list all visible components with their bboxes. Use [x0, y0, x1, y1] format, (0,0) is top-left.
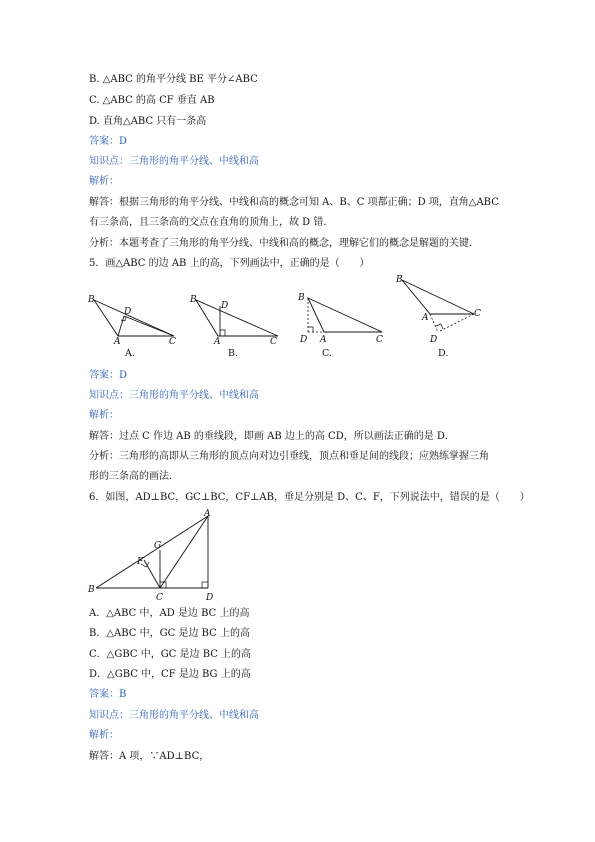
option-c: C. △ABC 的高 CF 垂直 AB	[89, 95, 215, 106]
label-c: C	[156, 593, 163, 603]
knowledge-point-4: 知识点：三角形的角平分线、中线和高	[89, 156, 259, 167]
analysis-5-line1: 分析：三角形的高即从三角形的顶点向对边引垂线，顶点和垂足间的线段；应熟练掌握三角	[89, 451, 489, 462]
label-g: G	[154, 541, 162, 551]
analysis-label-5: 解析：	[89, 410, 119, 421]
label-a: A	[422, 313, 429, 323]
label-f: F	[137, 557, 144, 567]
label-a: A	[114, 337, 121, 344]
label-b: B	[298, 293, 305, 303]
q5-figure-d	[392, 272, 484, 348]
q6-option-b: B．△ABC 中，GC 是边 BC 上的高	[89, 628, 250, 639]
question-6: 6．如图，AD⊥BC，GC⊥BC，CF⊥AB，垂足分别是 D、C、F，下列说法中，错误的是（ ）	[89, 492, 530, 503]
answer-5: 答案：D	[89, 370, 128, 381]
label-a: A	[214, 337, 221, 344]
q6-option-a: A．△ABC 中，AD 是边 BC 上的高	[89, 608, 250, 619]
analysis-4: 分析：本题考查了三角形的角平分线、中线和高的概念，理解它们的概念是解题的关键．	[89, 238, 479, 249]
q5-caption-a: A.	[125, 348, 135, 359]
q5-caption-b: B.	[228, 348, 239, 359]
question-5: 5．画△ABC 的边 AB 上的高，下列画法中，正确的是（ ）	[89, 258, 370, 269]
label-d: D	[206, 593, 214, 603]
label-d: D	[300, 335, 308, 345]
knowledge-point-6: 知识点：三角形的角平分线、中线和高	[89, 710, 259, 721]
label-b: B	[396, 275, 403, 285]
option-b: B. △ABC 的角平分线 BE 平分∠ABC	[89, 74, 258, 85]
q5-caption-c: C.	[322, 348, 332, 359]
solution-5: 解答：过点 C 作边 AB 的垂线段，即画 AB 边上的高 CD，所以画法正确的是 D．	[89, 431, 455, 442]
label-b: B	[190, 295, 197, 305]
q6-option-d: D．△GBC 中，CF 是边 BG 上的高	[89, 669, 251, 680]
label-c: C	[270, 337, 277, 344]
label-a: A	[204, 509, 211, 519]
label-b: B	[88, 295, 95, 305]
solution-4-line2: 有三条高，且三条高的交点在直角的顶角上，故 D 错．	[89, 217, 334, 228]
q5-caption-d: D.	[438, 348, 449, 359]
knowledge-point-5: 知识点：三角形的角平分线、中线和高	[89, 390, 259, 401]
label-d: D	[221, 301, 229, 311]
q5-figure-a	[88, 292, 180, 344]
label-c: C	[169, 337, 176, 344]
label-c: C	[376, 335, 383, 345]
answer-6: 答案：B	[89, 689, 127, 700]
q6-option-c: C．△GBC 中，GC 是边 BC 上的高	[89, 649, 252, 660]
q5-figure-c	[296, 292, 388, 346]
analysis-label-6: 解析：	[89, 730, 119, 741]
answer-4: 答案：D	[89, 136, 128, 147]
label-c: C	[474, 309, 481, 319]
analysis-label-4: 解析：	[89, 176, 119, 187]
label-d: D	[124, 307, 132, 317]
q5-figure-b	[190, 292, 282, 344]
option-d: D. 直角△ABC 只有一条高	[89, 116, 207, 127]
solution-4-line1: 解答：根据三角形的角平分线、中线和高的概念可知 A、B、C 项都正确；D 项，直角△ABC	[89, 197, 499, 208]
label-a: A	[320, 335, 327, 345]
solution-6: 解答：A 项，∵AD⊥BC，	[89, 751, 210, 762]
label-b: B	[88, 585, 95, 595]
analysis-5-line2: 形的三条高的画法．	[89, 471, 179, 482]
q6-figure	[86, 508, 222, 604]
label-d: D	[430, 335, 438, 345]
